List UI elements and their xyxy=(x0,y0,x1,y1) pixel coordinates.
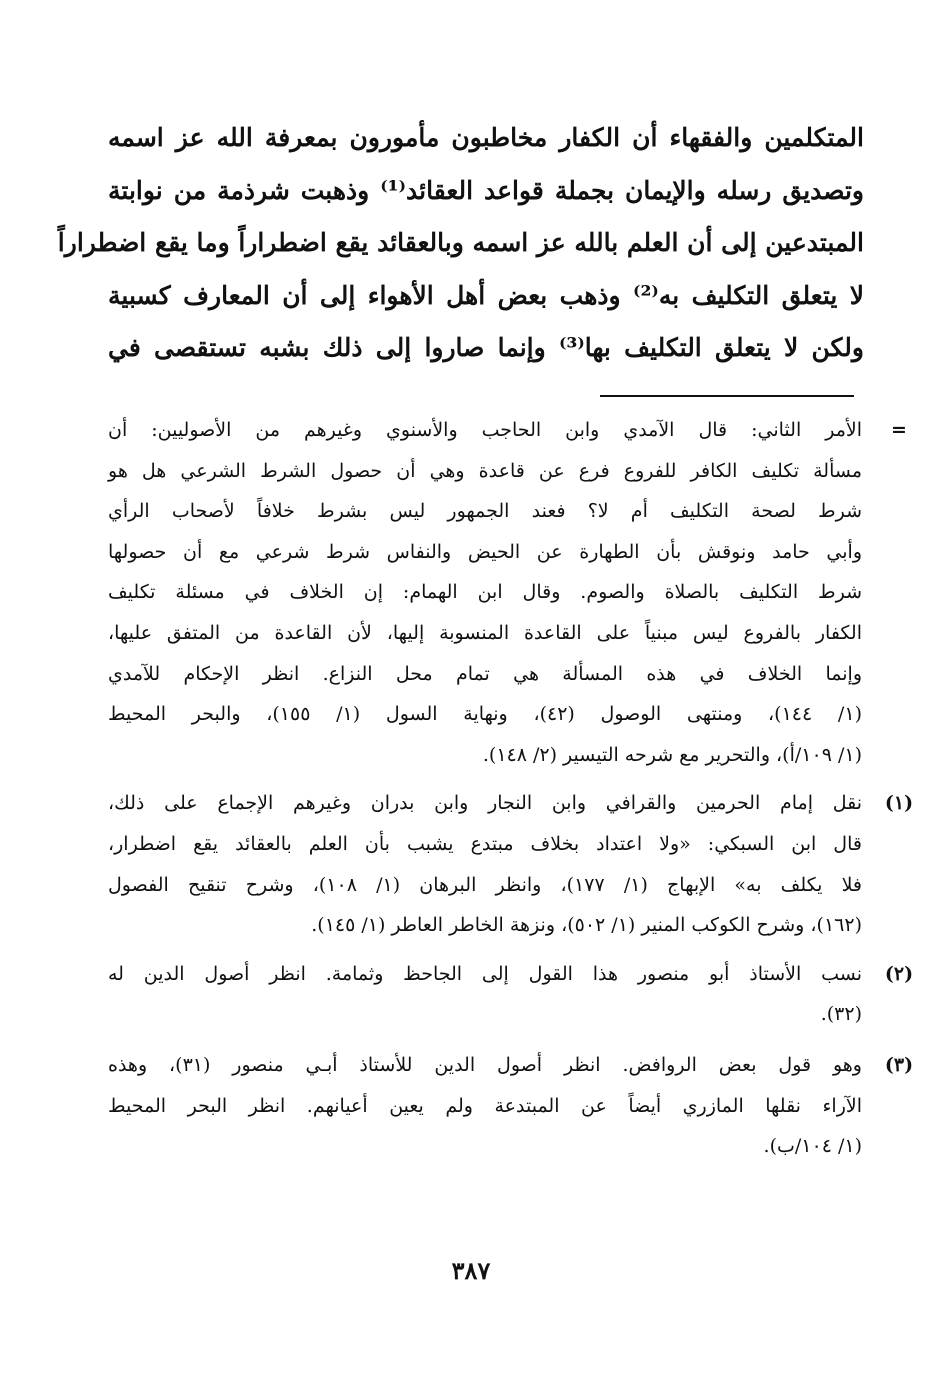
main-text-line: لا يتعلق التكليف به⁽²⁾ وذهب بعض أهل الأهواء إلى أن المعارف كسبية xyxy=(108,280,864,310)
footnote-3 xyxy=(108,1045,914,1167)
footnote-line: نقل إمام الحرمين والقرافي وابن النجار وابن بدران وغيرهم الإجماع على ذلك، xyxy=(108,792,862,815)
footnote-marker: (٢) xyxy=(884,962,914,985)
footnote-1 xyxy=(108,783,914,945)
footnote-line: شرط التكليف بالصلاة والصوم. وقال ابن الهمام: إن الخلاف في مسئلة تكليف xyxy=(108,581,862,604)
footnote-line: وهو قول بعض الروافض. انظر أصول الدين للأستاذ أبـي منصور (٣١)، وهذه xyxy=(108,1053,862,1076)
footnote-line: وإنما الخلاف في هذه المسألة هي تمام محل النزاع. انظر الإحكام للآمدي xyxy=(108,662,862,685)
footnote-line: مسألة تكليف الكافر للفروع فرع عن قاعدة وهي أن حصول الشرط الشرعي هل هو xyxy=(108,459,862,482)
page-number: ٣٨٧ xyxy=(451,1256,491,1285)
footnote-line: (١/ ١٠٤/ب). xyxy=(763,1135,862,1158)
footnote-line: نسب الأستاذ أبو منصور هذا القول إلى الجاحظ وثمامة. انظر أصول الدين له xyxy=(108,962,862,985)
footnote-line: (١٦٢)، وشرح الكوكب المنير (١/ ٥٠٢)، ونزهة الخاطر العاطر (١/ ١٤٥). xyxy=(311,914,862,937)
footnote-marker: (٣) xyxy=(884,1053,914,1076)
footnote-line: (١/ ١٤٤)، ومنتهى الوصول (٤٢)، ونهاية السول (١/ ١٥٥)، والبحر المحيط xyxy=(108,703,862,726)
footnote-2 xyxy=(108,954,914,1035)
footnote-line: الكفار بالفروع ليس مبنياً على القاعدة المنسوبة إليها، لأن القاعدة من المتفق عليها، xyxy=(108,621,862,644)
main-text-line: المتكلمين والفقهاء أن الكفار مخاطبون مأمورون بمعرفة الله عز اسمه xyxy=(108,123,864,152)
footnote-line: الأمر الثاني: قال الآمدي وابن الحاجب والأسنوي وغيرهم من الأصوليين: أن xyxy=(108,419,862,441)
main-text-line: ولكن لا يتعلق التكليف بها⁽³⁾ وإنما صاروا إلى ذلك بشبه تستقصى في xyxy=(108,333,864,363)
footnote-continuation xyxy=(108,410,907,775)
footnote-line: الآراء نقلها المازري أيضاً عن المبتدعة ولم يعين أعيانهم. انظر البحر المحيط xyxy=(108,1094,862,1117)
footnote-line: وأبي حامد ونوقش بأن الطهارة عن الحيض والنفاس شرط شرعي مع أن حصولها xyxy=(108,540,862,563)
main-text-line: وتصديق رسله والإيمان بجملة قواعد العقائد⁽¹⁾ وذهبت شرذمة من نوابتة xyxy=(108,175,864,205)
footnote-line: (١/ ١٠٩/أ)، والتحرير مع شرحه التيسير (٢/ ١٤٨). xyxy=(482,743,862,766)
footnote-line: (٣٢). xyxy=(820,1003,862,1026)
footnote-marker: (١) xyxy=(884,792,914,815)
footnote-line: فلا يكلف به» الإبهاج (١/ ١٧٧)، وانظر البرهان (١/ ١٠٨)، وشرح تنقيح الفصول xyxy=(108,873,862,896)
main-text-line: المبتدعين إلى أن العلم بالله عز اسمه وبالعقائد يقع اضطراراً وما يقع اضطراراً xyxy=(57,228,864,258)
main-text xyxy=(57,112,864,375)
continuation-marker: = xyxy=(891,419,907,441)
footnotes xyxy=(108,410,914,1167)
footnote-line: شرط لصحة التكليف أم لا؟ فعند الجمهور ليس بشرط خلافاً لأصحاب الرأي xyxy=(108,500,862,523)
footnote-line: قال ابن السبكي: «ولا اعتداد بخلاف مبتدع يشبب بأن العلم بالعقائد يقع اضطرار، xyxy=(108,832,862,855)
footnote-separator xyxy=(600,395,854,397)
